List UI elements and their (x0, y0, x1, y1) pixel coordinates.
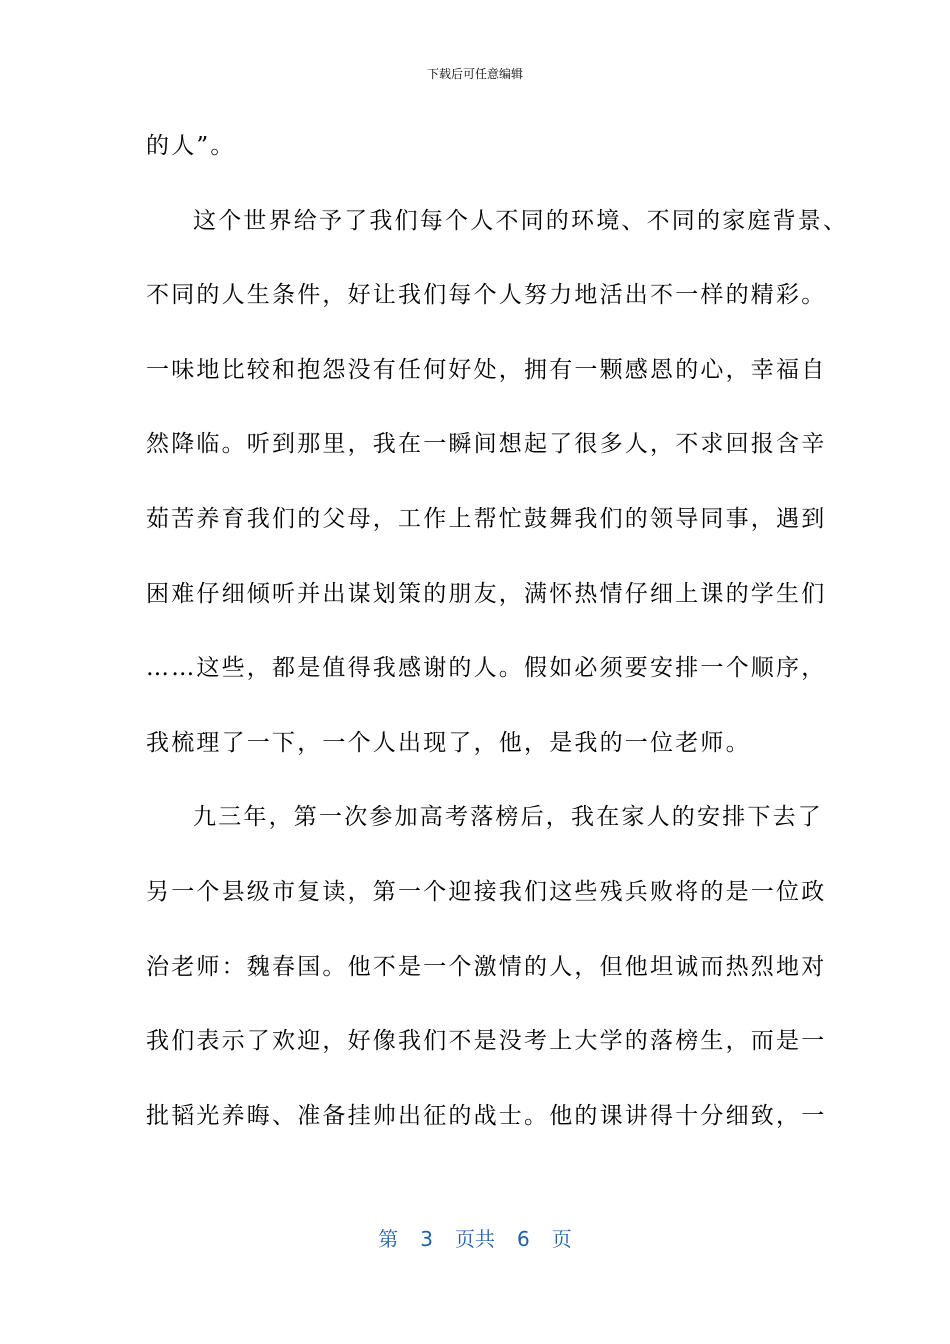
footer-middle: 页共 (455, 1227, 495, 1251)
document-body (146, 127, 849, 1171)
text-line: 治老师：魏春国。他不是一个激情的人，但他坦诚而热烈地对 (146, 953, 827, 980)
text-line: 这个世界给予了我们每个人不同的环境、不同的家庭背景、 (193, 207, 849, 234)
text-line: 九三年，第一次参加高考落榜后，我在家人的安排下去了 (193, 804, 823, 831)
text-line: 批韬光养晦、准备挂帅出征的战士。他的课讲得十分细致，一 (146, 1102, 827, 1129)
text-line: 不同的人生条件，好让我们每个人努力地活出不一样的精彩。 (146, 282, 827, 309)
text-line: 茹苦养育我们的父母，工作上帮忙鼓舞我们的领导同事，遇到 (146, 505, 827, 532)
footer-total-pages: 6 (517, 1227, 530, 1251)
page-header (0, 66, 950, 82)
footer-suffix: 页 (551, 1227, 572, 1251)
text-line: 然降临。听到那里，我在一瞬间想起了很多人，不求回报含辛 (146, 431, 827, 458)
text-line: 困难仔细倾听并出谋划策的朋友，满怀热情仔细上课的学生们 (146, 580, 827, 607)
footer-page-number: 3 (420, 1227, 433, 1251)
page-footer (0, 1226, 950, 1252)
text-line: 我们表示了欢迎，好像我们不是没考上大学的落榜生，而是一 (146, 1028, 827, 1055)
text-line: 我梳理了一下，一个人出现了，他，是我的一位老师。 (146, 729, 751, 756)
text-line: 一味地比较和抱怨没有任何好处，拥有一颗感恩的心，幸福自 (146, 356, 827, 383)
text-line: 的人”。 (146, 133, 236, 159)
text-line: ……这些，都是值得我感谢的人。假如必须要安排一个顺序， (146, 655, 827, 682)
footer-prefix: 第 (378, 1227, 399, 1251)
header-text: 下载后可任意编辑 (426, 67, 523, 81)
text-line: 另一个县级市复读，第一个迎接我们这些残兵败将的是一位政 (146, 878, 827, 905)
